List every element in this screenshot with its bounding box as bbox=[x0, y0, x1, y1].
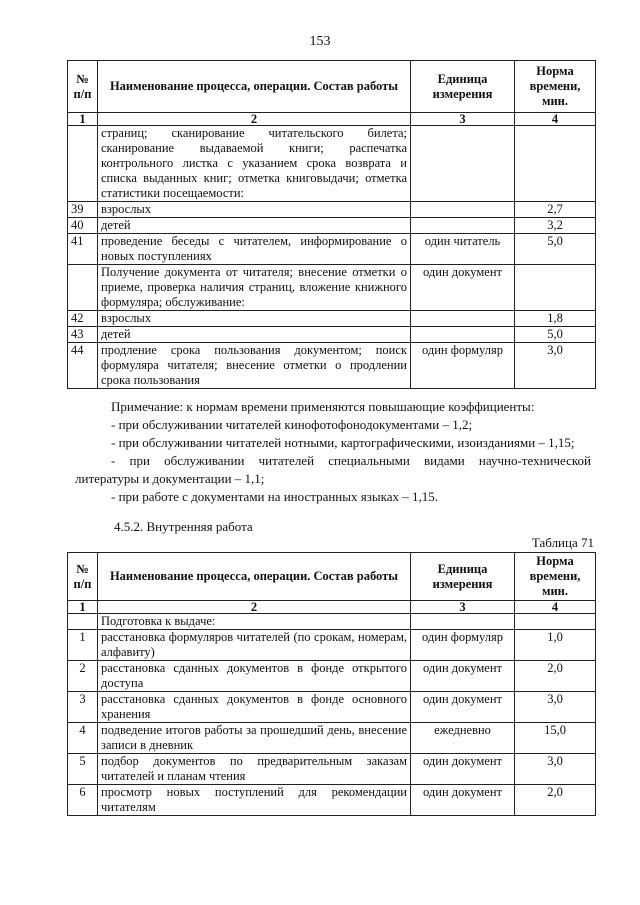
row-num: 40 bbox=[68, 218, 98, 234]
row-unit: один документ bbox=[411, 785, 515, 816]
page-number: 153 bbox=[309, 34, 331, 49]
row-unit bbox=[411, 614, 515, 630]
table-row bbox=[68, 754, 596, 785]
row-num: 6 bbox=[68, 785, 98, 816]
notes-block bbox=[75, 398, 591, 506]
row-text: продление срока пользования документом; поиск формуляра читателя; внесение отметки о продлении срока пользования bbox=[98, 343, 411, 389]
row-norm: 5,0 bbox=[515, 234, 596, 265]
table-row bbox=[68, 692, 596, 723]
header-norm: Норма времени, мин. bbox=[515, 61, 596, 113]
row-norm bbox=[515, 126, 596, 202]
note-item: - при обслуживании читателей нотными, картографическими, изоизданиями – 1,15; bbox=[111, 435, 575, 450]
header-unit: Единица измерения bbox=[411, 553, 515, 601]
table-row bbox=[68, 126, 596, 202]
index-cell: 1 bbox=[68, 601, 98, 614]
row-num: 3 bbox=[68, 692, 98, 723]
row-num: 5 bbox=[68, 754, 98, 785]
row-text: подведение итогов работы за прошедший день, внесение записи в дневник bbox=[98, 723, 411, 754]
index-cell: 4 bbox=[515, 601, 596, 614]
row-unit: один формуляр bbox=[411, 343, 515, 389]
note-item: - при обслуживании читателей специальными видами научно-технической bbox=[111, 453, 591, 468]
row-norm: 2,0 bbox=[515, 661, 596, 692]
index-cell: 2 bbox=[98, 601, 411, 614]
row-norm: 2,7 bbox=[515, 202, 596, 218]
row-unit: ежедневно bbox=[411, 723, 515, 754]
header-name: Наименование процесса, операции. Состав работы bbox=[98, 61, 411, 113]
table-row bbox=[68, 630, 596, 661]
table-row bbox=[68, 614, 596, 630]
row-num: 1 bbox=[68, 630, 98, 661]
row-text: страниц; сканирование читательского билета; сканирование выдаваемой книги; распечатка контрольного листка с указанием срока возврата и списка выданных книг; отметка книговыдачи; отметка статистики посещаемости: bbox=[98, 126, 411, 202]
row-norm: 3,0 bbox=[515, 343, 596, 389]
norms-table-71 bbox=[67, 552, 596, 816]
table-row bbox=[68, 661, 596, 692]
row-num: 43 bbox=[68, 327, 98, 343]
note-item: - при обслуживании читателей кинофотофонодокументами – 1,2; bbox=[111, 417, 473, 432]
table-row bbox=[68, 311, 596, 327]
row-text: проведение беседы с читателем, информирование о новых поступлениях bbox=[98, 234, 411, 265]
row-norm: 3,2 bbox=[515, 218, 596, 234]
note-item: - при работе с документами на иностранных языках – 1,15. bbox=[111, 489, 438, 504]
row-num: 39 bbox=[68, 202, 98, 218]
table-row bbox=[68, 343, 596, 389]
row-unit bbox=[411, 126, 515, 202]
row-unit bbox=[411, 311, 515, 327]
row-norm: 15,0 bbox=[515, 723, 596, 754]
row-norm: 3,0 bbox=[515, 692, 596, 723]
row-unit: один документ bbox=[411, 661, 515, 692]
row-unit: один документ bbox=[411, 692, 515, 723]
index-row bbox=[68, 601, 596, 614]
row-norm bbox=[515, 265, 596, 311]
row-num: 44 bbox=[68, 343, 98, 389]
index-cell: 1 bbox=[68, 113, 98, 126]
row-norm bbox=[515, 614, 596, 630]
row-num: 4 bbox=[68, 723, 98, 754]
header-norm: Норма времени, мин. bbox=[515, 553, 596, 601]
header-num: № п/п bbox=[68, 61, 98, 113]
row-unit: один документ bbox=[411, 265, 515, 311]
row-num: 2 bbox=[68, 661, 98, 692]
row-text: Подготовка к выдаче: bbox=[98, 614, 411, 630]
header-unit: Единица измерения bbox=[411, 61, 515, 113]
row-norm: 2,0 bbox=[515, 785, 596, 816]
row-text: подбор документов по предварительным заказам читателей и планам чтения bbox=[98, 754, 411, 785]
row-unit bbox=[411, 218, 515, 234]
row-unit: один формуляр bbox=[411, 630, 515, 661]
row-unit: один читатель bbox=[411, 234, 515, 265]
index-cell: 3 bbox=[411, 601, 515, 614]
index-cell: 3 bbox=[411, 113, 515, 126]
row-text: просмотр новых поступлений для рекомендации читателям bbox=[98, 785, 411, 816]
row-norm: 1,8 bbox=[515, 311, 596, 327]
header-num: № п/п bbox=[68, 553, 98, 601]
table-label: Таблица 71 bbox=[531, 535, 594, 550]
row-num bbox=[68, 126, 98, 202]
row-text: детей bbox=[98, 218, 411, 234]
table-row bbox=[68, 723, 596, 754]
norms-table-continued bbox=[67, 60, 596, 389]
row-text: расстановка сданных документов в фонде открытого доступа bbox=[98, 661, 411, 692]
table-row bbox=[68, 785, 596, 816]
row-text: взрослых bbox=[98, 311, 411, 327]
row-num bbox=[68, 265, 98, 311]
row-norm: 1,0 bbox=[515, 630, 596, 661]
table-row bbox=[68, 218, 596, 234]
table-row bbox=[68, 202, 596, 218]
row-norm: 3,0 bbox=[515, 754, 596, 785]
row-num bbox=[68, 614, 98, 630]
row-num: 42 bbox=[68, 311, 98, 327]
row-unit bbox=[411, 202, 515, 218]
table-row bbox=[68, 234, 596, 265]
row-text: взрослых bbox=[98, 202, 411, 218]
index-cell: 4 bbox=[515, 113, 596, 126]
table-row bbox=[68, 265, 596, 311]
index-cell: 2 bbox=[98, 113, 411, 126]
row-unit bbox=[411, 327, 515, 343]
index-row bbox=[68, 113, 596, 126]
row-num: 41 bbox=[68, 234, 98, 265]
note-item: литературы и документации – 1,1; bbox=[75, 471, 265, 486]
notes-intro: Примечание: к нормам времени применяются повышающие коэффициенты: bbox=[111, 399, 535, 414]
row-text: детей bbox=[98, 327, 411, 343]
row-text: расстановка сданных документов в фонде основного хранения bbox=[98, 692, 411, 723]
section-title: 4.5.2. Внутренняя работа bbox=[114, 519, 253, 534]
row-text: расстановка формуляров читателей (по срокам, номерам, алфавиту) bbox=[98, 630, 411, 661]
row-unit: один документ bbox=[411, 754, 515, 785]
table-row bbox=[68, 327, 596, 343]
header-name: Наименование процесса, операции. Состав работы bbox=[98, 553, 411, 601]
row-norm: 5,0 bbox=[515, 327, 596, 343]
row-text: Получение документа от читателя; внесение отметки о приеме, проверка наличия страниц, вложение книжного формуляра; обслуживание: bbox=[98, 265, 411, 311]
